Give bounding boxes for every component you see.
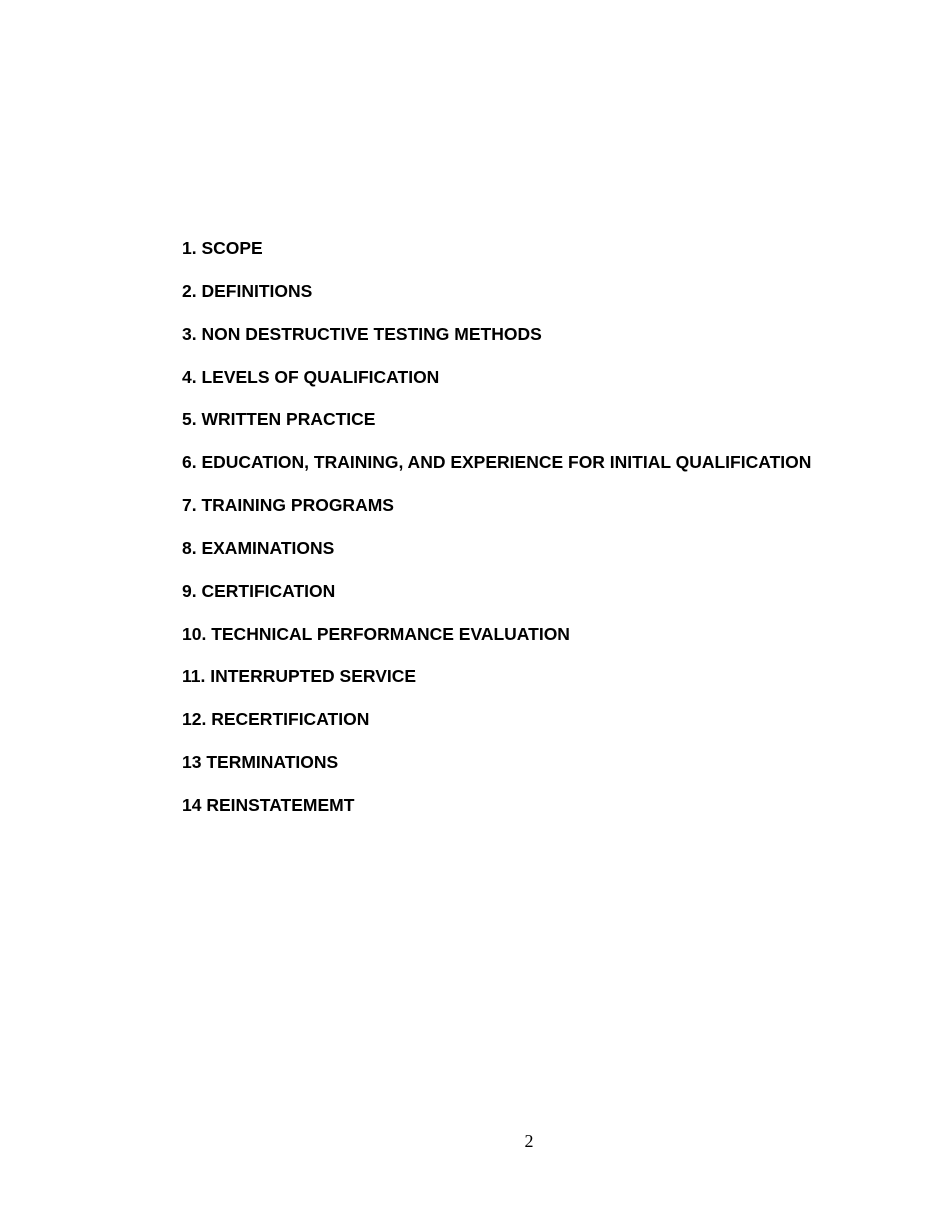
toc-item-reinstatement: 14 REINSTATEMEMT [182,794,355,815]
toc-item-education-training-experience: 6. EDUCATION, TRAINING, AND EXPERIENCE FOR INITIAL QUALIFICATION [182,452,812,473]
toc-item-training-programs: 7. TRAINING PROGRAMS [182,495,394,516]
toc-item-technical-performance-evaluation: 10. TECHNICAL PERFORMANCE EVALUATION [182,623,570,644]
toc-item-definitions: 2. DEFINITIONS [182,280,313,301]
toc-item-levels-of-qualification: 4. LEVELS OF QUALIFICATION [182,366,440,387]
toc-item-terminations: 13 TERMINATIONS [182,752,339,773]
toc-item-certification: 9. CERTIFICATION [182,580,336,601]
toc-item-recertification: 12. RECERTIFICATION [182,709,370,730]
page-number: 2 [524,1131,534,1151]
toc-item-examinations: 8. EXAMINATIONS [182,537,335,558]
toc-item-written-practice: 5. WRITTEN PRACTICE [182,409,376,430]
toc-item-scope: 1. SCOPE [182,238,263,258]
toc-item-interrupted-service: 11. INTERRUPTED SERVICE [182,666,417,687]
table-of-contents [182,237,811,837]
toc-item-ndt-methods: 3. NON DESTRUCTIVE TESTING METHODS [182,323,542,344]
